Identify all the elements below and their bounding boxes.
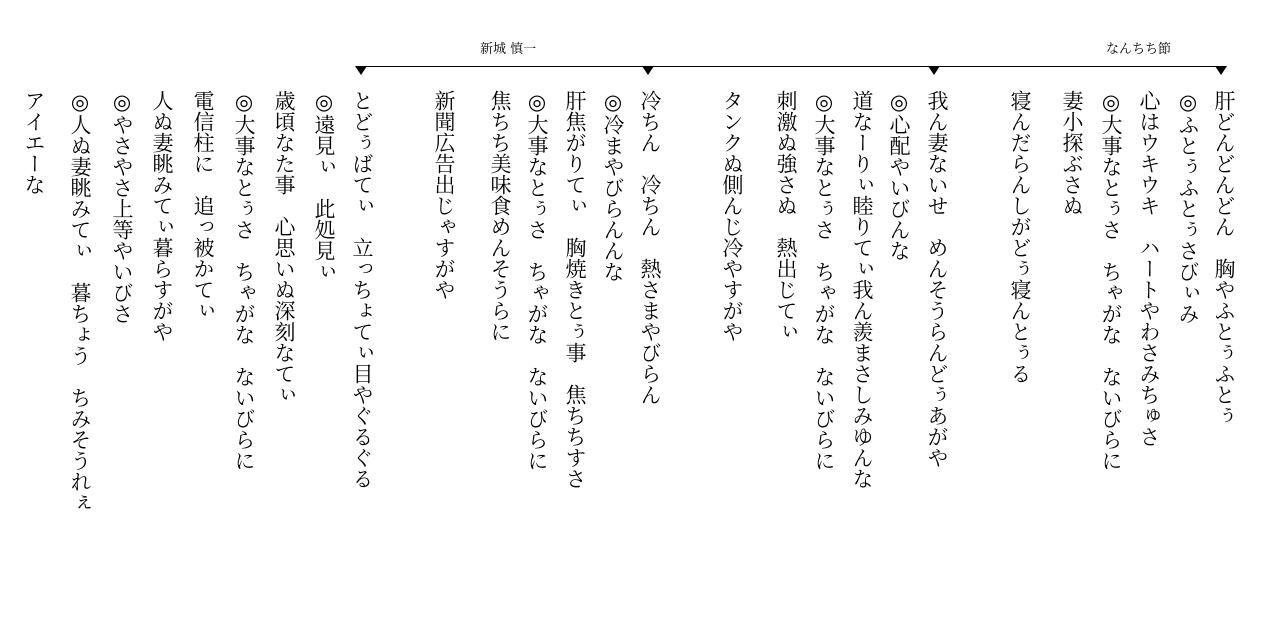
lyric-line: ◎大事なとぅさ ちゃがな ないびらに: [232, 90, 256, 471]
lyric-line: アイエーな: [22, 90, 46, 195]
verse-marker-triangle: [355, 66, 367, 75]
lyric-line: 歳頃なた事 心思いぬ深刻なてぃ: [272, 90, 296, 405]
lyric-line: ◎遠見ぃ 此処見ぃ: [312, 90, 336, 282]
lyric-line: 人ぬ妻眺みてぃ暮らすがや: [150, 90, 174, 342]
lyric-line: 焦ちち美味食めんそうらに: [488, 90, 512, 342]
lyric-line: 妻小探ぶさぬ: [1060, 90, 1084, 216]
lyric-line: とどぅばてぃ 立っちょてぃ目やぐるぐる: [350, 90, 374, 489]
lyric-line: ◎大事なとぅさ ちゃがな ないびらに: [1099, 90, 1123, 471]
author-label: 新城 慎一: [480, 42, 537, 57]
lyric-line: ◎大事なとぅさ ちゃがな ないびらに: [525, 90, 549, 471]
verse-marker-triangle: [1215, 66, 1227, 75]
lyric-line: 電信柱に 追っ被かてぃ: [191, 90, 215, 321]
lyric-line: 道なーりぃ睦りてぃ我ん羨まさしみゆんな: [850, 90, 874, 489]
lyric-line: 新聞広告出じゃすがや: [432, 90, 456, 300]
lyric-line: 肝焦がりてぃ 胸焼きとぅ事 焦ちちすさ: [563, 90, 587, 489]
lyric-line: ◎心配やいびんな: [887, 90, 911, 261]
lyric-line: ◎冷まやびらんんな: [601, 90, 625, 282]
lyric-line: ◎大事なとぅさ ちゃがな ないびらに: [812, 90, 836, 471]
lyric-line: タンクぬ側んじ冷やすがや: [720, 90, 744, 342]
lyric-line: 心はウキウキ ハートやわさみちゅさ: [1137, 90, 1161, 447]
lyric-line: ◎やさやさ上等やいびさ: [110, 90, 134, 324]
divider-rule: [360, 66, 1224, 67]
verse-marker-triangle: [928, 66, 940, 75]
song-title: なんちち節: [1106, 42, 1172, 57]
verse-marker-triangle: [642, 66, 654, 75]
lyric-line: ◎ふとぅふとぅさびぃみ: [1176, 90, 1200, 324]
lyric-line: ◎人ぬ妻眺みてぃ 暮ちょう ちみそうれぇ: [68, 90, 92, 513]
lyric-line: 我ん妻ないせ めんそうらんどぅあがや: [925, 90, 949, 468]
lyric-line: 寝んだらんしがどぅ寝んとぅる: [1008, 90, 1032, 384]
lyric-line: 刺激ぬ強さぬ 熱出じてぃ: [774, 90, 798, 342]
lyric-line: 肝どんどんどん 胸やふとぅふとぅ: [1212, 90, 1236, 426]
lyric-line: 冷ちん 冷ちん 熱さまやびらん: [638, 90, 662, 405]
